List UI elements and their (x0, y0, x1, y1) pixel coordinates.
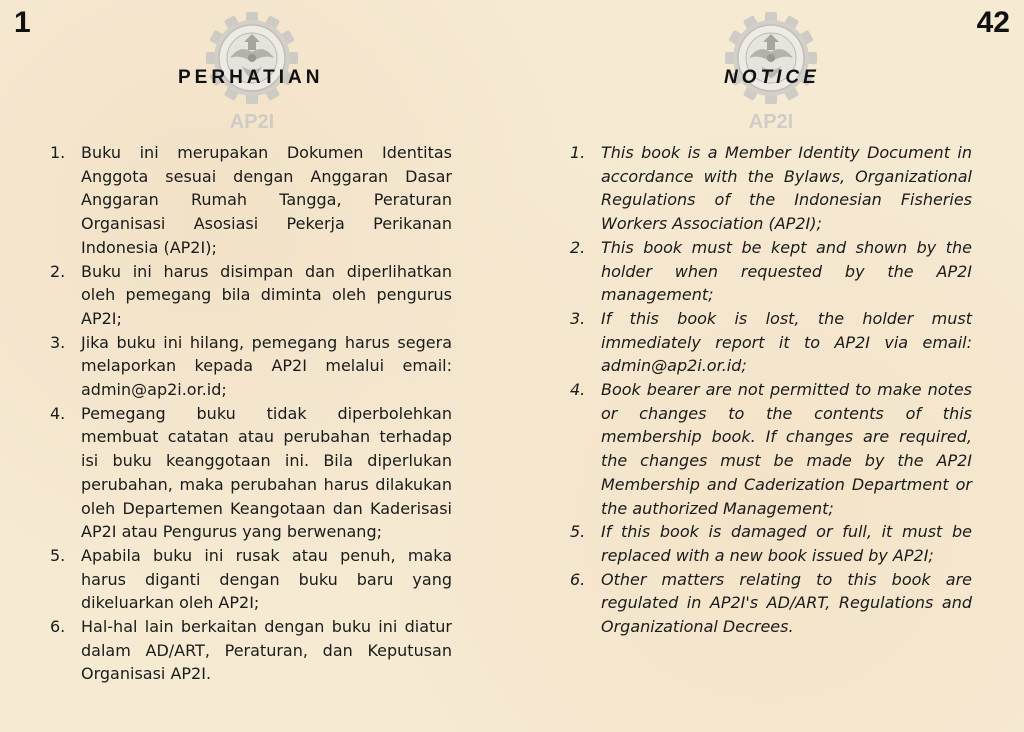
item-text: Jika buku ini hilang, pemegang harus segera melaporkan kepada AP2I melalui email: admin@ap2i.or.id; (81, 332, 452, 400)
item-number: 4. (570, 380, 586, 400)
item-text: Book bearer are not permitted to make notes or changes to the contents of this membership book. If changes are required, the changes must be made by the AP2I Membership and Caderization Department or the authorized Management; (601, 380, 972, 518)
item-text: This book must be kept and shown by the holder when requested by the AP2I management; (601, 237, 972, 305)
item-text: If this book is lost, the holder must immediately report it to AP2I via email: admin@ap2i.or.id; (601, 308, 972, 376)
item-number: 3. (570, 308, 586, 328)
item-text: Buku ini harus disimpan dan diperlihatkan oleh pemegang bila diminta oleh pengurus AP2I; (81, 261, 452, 328)
item-number: 2. (50, 261, 66, 281)
list-item (570, 520, 972, 567)
logo-text: AP2I (229, 111, 275, 130)
rules-list (570, 141, 972, 639)
item-number: 1. (50, 143, 66, 162)
item-number: 5. (570, 522, 586, 542)
list-item (570, 568, 972, 639)
list-item (50, 141, 452, 260)
logo-text: AP2I (748, 111, 794, 130)
item-text: Apabila buku ini rusak atau penuh, maka harus diganti dengan buku baru yang dikeluarkan oleh AP2I; (81, 545, 452, 613)
page-heading: PERHATIAN (178, 67, 324, 88)
item-number: 2. (570, 237, 586, 257)
item-text: Other matters relating to this book are regulated in AP2I's AD/ART, Regulations and Organizational Decrees. (601, 569, 972, 637)
item-text: Pemegang buku tidak diperbolehkan membuat catatan atau perubahan terhadap isi buku keanggotaan ini. Bila diperlukan perubahan, maka perubahan harus dilakukan oleh Departemen Keangotaan dan Kaderisasi AP2I atau Pengurus yang berwenang; (81, 403, 452, 542)
item-number: 6. (50, 617, 66, 637)
list-item (50, 544, 452, 615)
list-item (50, 615, 452, 686)
page-heading: NOTICE (724, 67, 820, 88)
list-item (50, 402, 452, 544)
rules-list (50, 141, 452, 686)
item-text: This book is a Member Identity Document in accordance with the Bylaws, Organizational Regulations of the Indonesian Fisheries Workers Association (AP2I); (601, 143, 972, 234)
list-item (570, 236, 972, 307)
list-item (570, 141, 972, 236)
item-text: Hal-hal lain berkaitan dengan buku ini diatur dalam AD/ART, Peraturan, dan Keputusan Organisasi AP2I. (81, 617, 452, 684)
item-number: 5. (50, 545, 66, 565)
item-number: 3. (50, 332, 66, 352)
right-page (512, 0, 1024, 732)
page-number: 42 (976, 6, 1010, 39)
page-number: 1 (14, 6, 31, 39)
item-text: Buku ini merupakan Dokumen Identitas Anggota sesuai dengan Anggaran Dasar Anggaran Rumah Tangga, Peraturan Organisasi Asosiasi Pekerja Perikanan Indonesia (AP2I); (81, 143, 452, 257)
list-item (50, 331, 452, 402)
list-item (50, 260, 452, 331)
item-text: If this book is damaged or full, it must be replaced with a new book issued by AP2I; (601, 522, 972, 565)
item-number: 1. (570, 143, 586, 162)
list-item (570, 307, 972, 378)
item-number: 4. (50, 403, 66, 423)
list-item (570, 378, 972, 520)
item-number: 6. (570, 569, 586, 589)
